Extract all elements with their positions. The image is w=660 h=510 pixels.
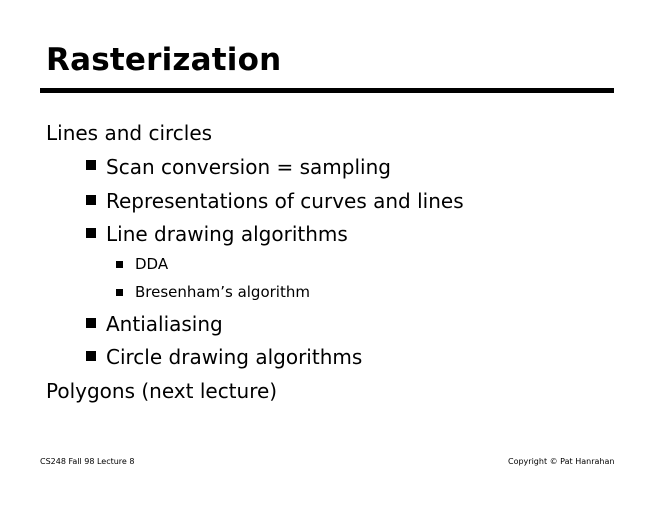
slide-title: Rasterization [46, 42, 282, 78]
outline-item-scan-conversion: Scan conversion = sampling [106, 155, 391, 179]
outline-item-antialiasing: Antialiasing [106, 312, 223, 336]
sub-bullet-square-icon [116, 261, 123, 268]
outline-item-representations: Representations of curves and lines [106, 189, 464, 213]
sub-bullet-square-icon [116, 289, 123, 296]
outline-item-circle-drawing: Circle drawing algorithms [106, 345, 363, 369]
bullet-square-icon [86, 160, 96, 170]
outline-item-lines-and-circles: Lines and circles [46, 121, 213, 145]
outline-item-polygons: Polygons (next lecture) [46, 379, 278, 403]
title-underline [40, 88, 614, 93]
bullet-square-icon [86, 228, 96, 238]
bullet-square-icon [86, 318, 96, 328]
outline-item-bresenham: Bresenham’s algorithm [135, 283, 310, 301]
footer-course-label: CS248 Fall 98 Lecture 8 [40, 457, 135, 466]
footer-copyright: Copyright © Pat Hanrahan [508, 457, 615, 466]
outline-item-dda: DDA [135, 255, 169, 273]
outline-item-line-drawing: Line drawing algorithms [106, 222, 348, 246]
bullet-square-icon [86, 195, 96, 205]
bullet-square-icon [86, 351, 96, 361]
